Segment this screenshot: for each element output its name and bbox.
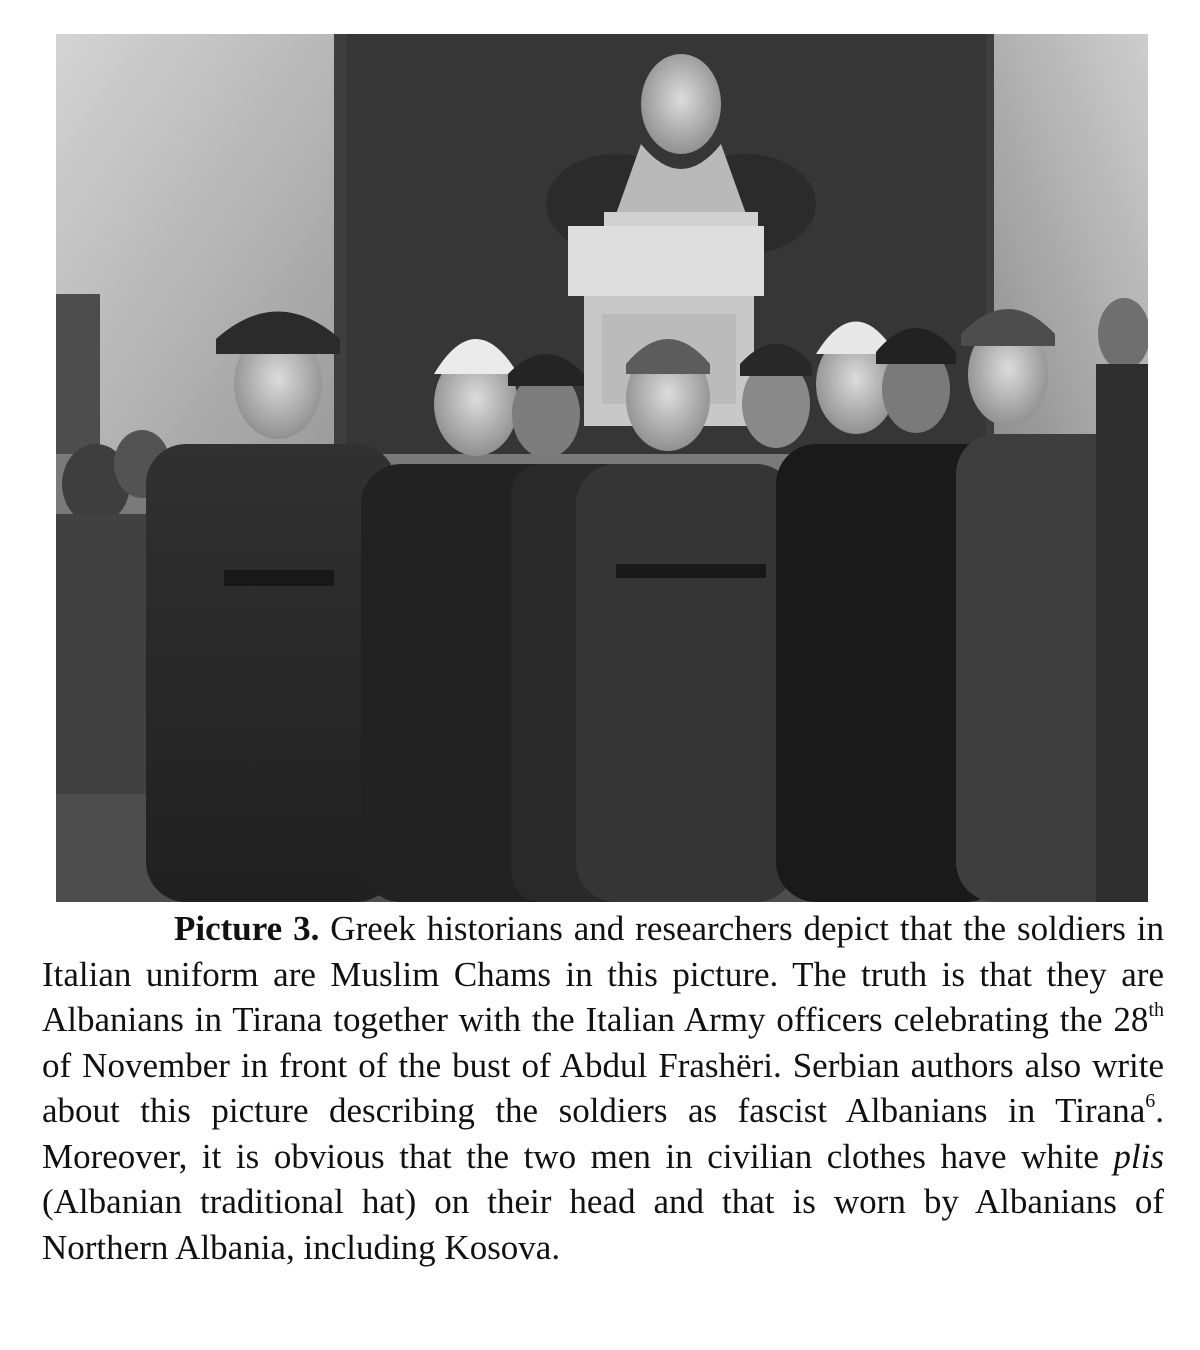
caption-text-4: (Albanian traditional hat) on their head and that is worn by Albanians of Northern Albania, including Kosova. [42, 1182, 1164, 1267]
caption-text-1: Greek historians and researchers depict that the soldiers in Italian uniform are Muslim Chams in this picture. The truth is that they are Albanians in Tirana together with the Italian Army officers celebrating the 28 [42, 909, 1165, 1039]
historical-photograph [56, 34, 1148, 902]
caption-text-3: . Moreover, it is obvious that the two men in civilian clothes have white [42, 1091, 1164, 1176]
ordinal-superscript: th [1148, 999, 1164, 1021]
figure-caption [42, 906, 1164, 1270]
figure-label: Picture 3. [174, 909, 320, 948]
footnote-reference[interactable]: 6 [1145, 1090, 1156, 1112]
caption-italic-term: plis [1113, 1136, 1164, 1176]
caption-text-2: of November in front of the bust of Abdul Frashëri. Serbian authors also write about this picture describing the soldiers as fascist Albanians in Tirana [42, 1045, 1164, 1130]
photograph-reproduction [56, 34, 1148, 902]
